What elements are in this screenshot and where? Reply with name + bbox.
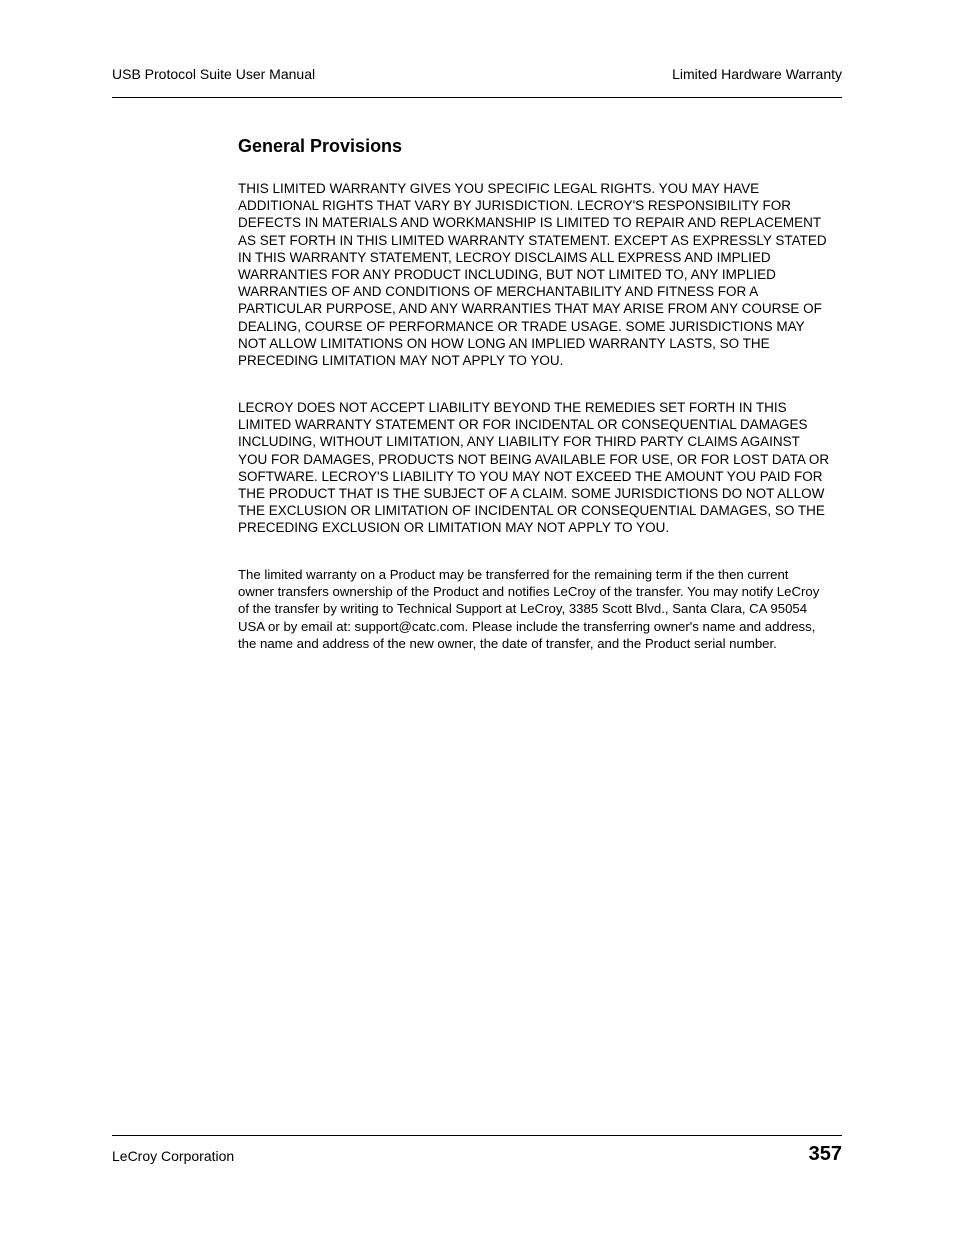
paragraph-line: DEALING, COURSE OF PERFORMANCE OR TRADE USAGE. SOME JURISDICTIONS MAY — [238, 318, 805, 334]
paragraph-line: owner transfers ownership of the Product and notifies LeCroy of the transfer. You may notify LeCroy — [238, 584, 820, 600]
paragraph-line: WARRANTIES OF AND CONDITIONS OF MERCHANTABILITY AND FITNESS FOR A — [238, 284, 759, 300]
footer-divider — [112, 1135, 842, 1136]
paragraph-line: PARTICULAR PURPOSE, AND ANY WARRANTIES THAT MAY ARISE FROM ANY COURSE OF — [238, 301, 822, 317]
paragraph-legal-rights — [238, 180, 842, 369]
paragraph-line: The limited warranty on a Product may be transferred for the remaining term if the then current — [238, 567, 789, 582]
footer-company-name: LeCroy Corporation — [112, 1148, 235, 1164]
paragraph-line: LIMITED WARRANTY STATEMENT OR FOR INCIDENTAL OR CONSEQUENTIAL DAMAGES — [238, 417, 808, 433]
paragraph-line: USA or by email at: support@catc.com. Please include the transferring owner's name and address, — [238, 618, 816, 634]
running-header-manual-title: USB Protocol Suite User Manual — [112, 66, 316, 82]
paragraph-line: of the transfer by writing to Technical Support at LeCroy, 3385 Scott Blvd., Santa Clara, CA 95054 — [238, 601, 808, 617]
header-divider — [112, 97, 842, 98]
paragraph-line: DEFECTS IN MATERIALS AND WORKMANSHIP IS LIMITED TO REPAIR AND REPLACEMENT — [238, 215, 822, 231]
section-title: General Provisions — [238, 136, 403, 156]
paragraph-line: PRECEDING LIMITATION MAY NOT APPLY TO YOU. — [238, 353, 564, 369]
paragraph-line: THE PRODUCT THAT IS THE SUBJECT OF A CLAIM. SOME JURISDICTIONS DO NOT ALLOW — [238, 486, 825, 502]
paragraph-line: ADDITIONAL RIGHTS THAT VARY BY JURISDICTION. LECROY'S RESPONSIBILITY FOR — [238, 198, 791, 214]
paragraph-line: THIS LIMITED WARRANTY GIVES YOU SPECIFIC LEGAL RIGHTS. YOU MAY HAVE — [238, 181, 760, 196]
paragraph-line: the name and address of the new owner, the date of transfer, and the Product serial number. — [238, 635, 777, 651]
paragraph-line: INCLUDING, WITHOUT LIMITATION, ANY LIABILITY FOR THIRD PARTY CLAIMS AGAINST — [238, 434, 800, 450]
paragraph-liability — [238, 399, 842, 537]
paragraph-line: SOFTWARE. LECROY'S LIABILITY TO YOU MAY NOT EXCEED THE AMOUNT YOU PAID FOR — [238, 468, 823, 484]
paragraph-line: NOT ALLOW LIMITATIONS ON HOW LONG AN IMPLIED WARRANTY LASTS, SO THE — [238, 335, 770, 351]
paragraph-line: PRECEDING EXCLUSION OR LIMITATION MAY NOT APPLY TO YOU. — [238, 520, 670, 536]
paragraph-line: WARRANTIES FOR ANY PRODUCT INCLUDING, BUT NOT LIMITED TO, ANY IMPLIED — [238, 267, 776, 283]
paragraph-line: LECROY DOES NOT ACCEPT LIABILITY BEYOND THE REMEDIES SET FORTH IN THIS — [238, 400, 787, 415]
paragraph-line: AS SET FORTH IN THIS LIMITED WARRANTY STATEMENT. EXCEPT AS EXPRESSLY STATED — [238, 232, 827, 248]
paragraph-warranty-transfer — [238, 566, 842, 652]
running-header-chapter-title: Limited Hardware Warranty — [672, 66, 842, 82]
page-number: 357 — [808, 1143, 842, 1165]
paragraph-line: IN THIS WARRANTY STATEMENT, LECROY DISCLAIMS ALL EXPRESS AND IMPLIED — [238, 249, 771, 265]
paragraph-line: YOU FOR DAMAGES, PRODUCTS NOT BEING AVAILABLE FOR USE, OR FOR LOST DATA OR — [238, 451, 830, 467]
paragraph-line: THE EXCLUSION OR LIMITATION OF INCIDENTAL OR CONSEQUENTIAL DAMAGES, SO THE — [238, 503, 825, 519]
